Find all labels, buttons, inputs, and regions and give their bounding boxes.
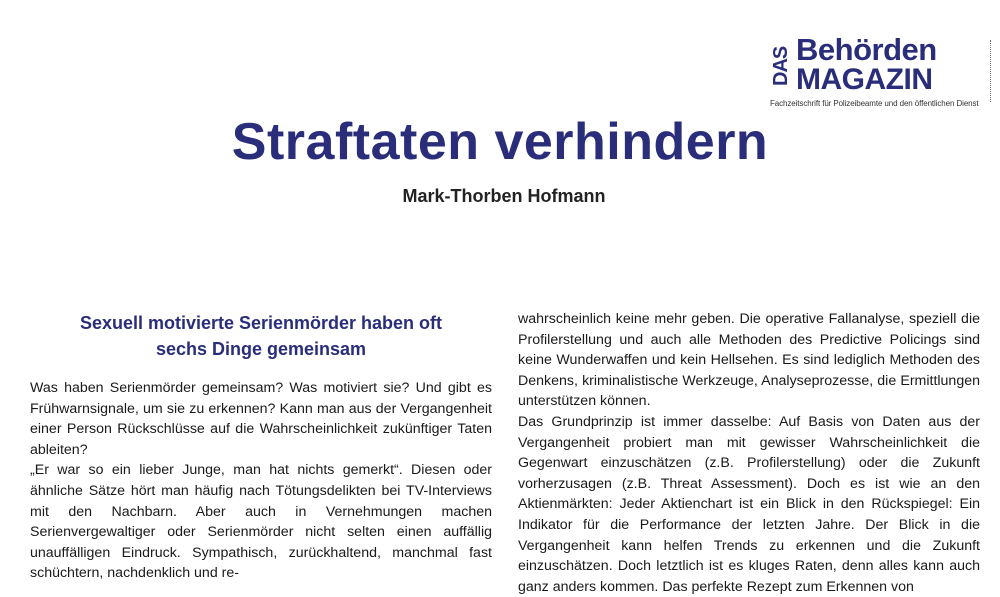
article-title: Straftaten verhindern [231,113,769,171]
article-body-left: Was haben Serienmörder gemeinsam? Was motiviert sie? Und gibt es Frühwarnsignale, um sie zu erkennen? Kann man aus der Vergangenheit einer Person Rückschlüsse auf die Wahrscheinlichkeit zukünftiger Taten ableiten? „Er war so ein lieber Junge, man hat nichts gemerkt“. Diesen oder ähnliche Sätze hört man häufig nach Tötungsdelikten bei TV-Interviews mit den Nachbarn. Aber auch in Vernehmungen machen Serienvergewaltiger oder Serienmörder nicht selten einen auffällig unauffälligen Eindruck. Sympathisch, zurückhaltend, manchmal fast schüchtern, nachdenklich und re- [30,380,492,582]
article-author: Mark-Thorben Hofmann [402,186,606,206]
page-edge-marker [990,40,997,102]
logo-tagline: Fachzeitschrift für Polizeibeamte und den öffentlichen Dienst [770,99,979,108]
article-subheading: Sexuell motivierte Serienmörder haben oft sechs Dinge gemeinsam [79,313,443,359]
article-body-right: wahrscheinlich keine mehr geben. Die operative Fallanalyse, speziell die Profilerstellung und auch alle Methoden des Predictive Policings sind keine Wunderwaffen und kein Hellsehen. Es sind lediglich Methoden des Denkens, kriminalistische Werkzeuge, Analyseprozesse, die Ermittlungen unterstützen können. Das Grundprinzip ist immer dasselbe: Auf Basis von Daten aus der Vergangenheit probiert man mit gewisser Wahrscheinlichkeit die Gegenwart einzuschätzen (z.B. Profilerstellung) oder die Zukunft vorherzusagen (z.B. Threat Assessment). Doch es ist wie an den Aktienmärkten: Jeder Aktienchart ist ein Blick in den Rückspiegel: Ein Indikator für die Performance der letzten Jahre. Der Blick in die Vergangenheit kann helfen Trends zu erkennen und die Zukunft einzuschätzen. Doch letztlich ist es kluges Raten, denn alles kann auch ganz anders kommen. Das perfekte Rezept zum Erkennen von [518,311,980,595]
article-column-right [518,309,980,597]
logo-magazin: MAGAZIN [796,63,933,96]
logo-behoerden: Behörden [796,32,937,67]
logo-das: DAS [770,46,792,86]
article-column-left [30,310,492,584]
magazine-logo [770,34,990,114]
